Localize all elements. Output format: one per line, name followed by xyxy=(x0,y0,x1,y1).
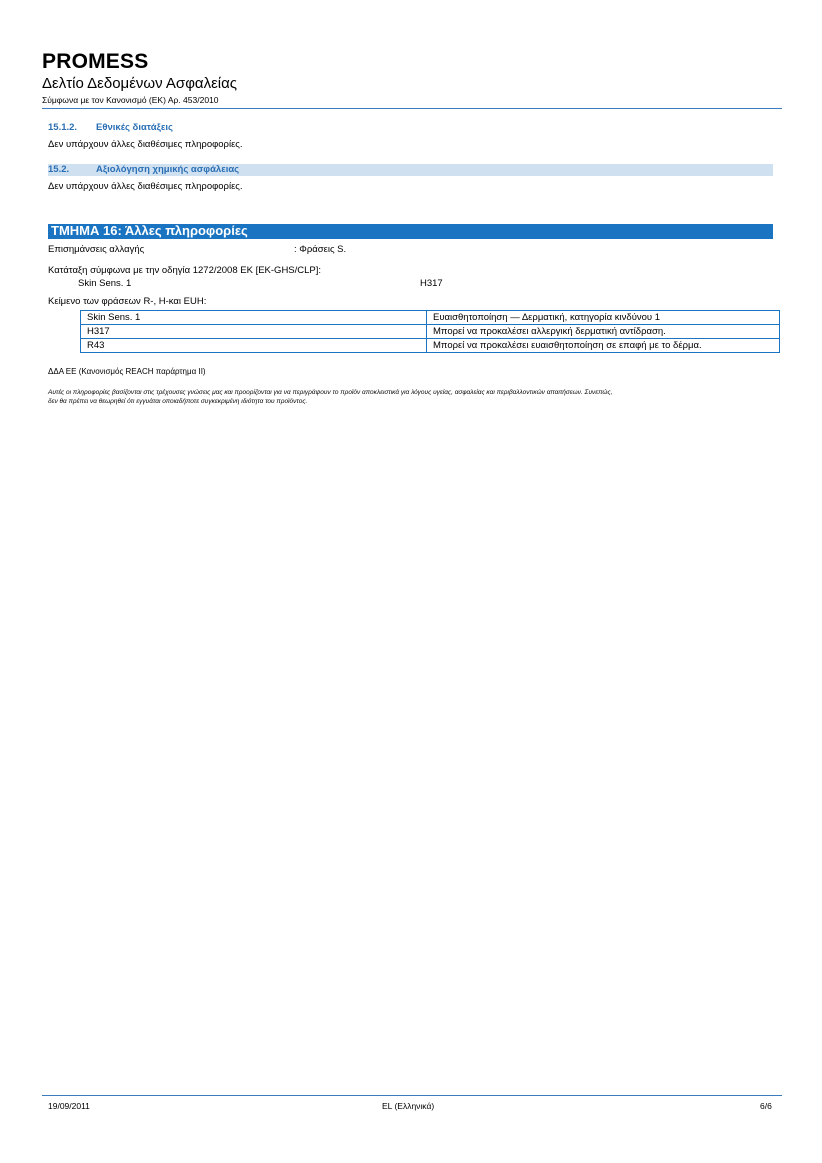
section-16-title: ΤΜΗΜΑ 16: Άλλες πληροφορίες xyxy=(51,223,248,238)
phrase-code: Skin Sens. 1 xyxy=(81,311,427,325)
phrase-code: H317 xyxy=(81,325,427,339)
disclaimer-line-2: δεν θα πρέπει να θεωρηθεί ότι εγγυάται οποιαδήποτε συγκεκριμένη ιδιότητα του προϊόντος. xyxy=(48,397,308,405)
classification-code: H317 xyxy=(420,278,443,289)
header-divider xyxy=(42,108,782,109)
phrase-code: R43 xyxy=(81,339,427,353)
phrase-text: Ευαισθητοποίηση — Δερματική, κατηγορία κινδύνου 1 xyxy=(427,311,780,325)
table-row xyxy=(81,311,780,325)
subsection-title: Αξιολόγηση χημικής ασφάλειας xyxy=(96,164,240,175)
disclaimer-line-1: Αυτές οι πληροφορίες βασίζονται στις τρέχουσες γνώσεις μας και προορίζονται για να περιγράψουν το προϊόν αποκλειστικά για λόγους υγείας, ασφαλείας και περιβαλλοντικών απαιτήσεων. Συνεπώς, xyxy=(48,389,613,396)
company-name: PROMESS xyxy=(42,50,149,73)
footer-date: 19/09/2011 xyxy=(48,1101,90,1111)
sds-note: ΔΔΑ ΕΕ (Κανονισμός REACH παράρτημα II) xyxy=(48,367,206,376)
document-title: Δελτίο Δεδομένων Ασφαλείας xyxy=(42,75,238,92)
phrases-label: Κείμενο των φράσεων R-, H-και EUH: xyxy=(48,296,207,307)
subsection-heading-15-2 xyxy=(48,164,239,175)
revision-value: : Φράσεις S. xyxy=(294,244,347,255)
classification-class: Skin Sens. 1 xyxy=(78,278,132,289)
footer-language: EL (Ελληνικά) xyxy=(382,1101,435,1111)
disclaimer xyxy=(48,389,778,406)
regulation-subtitle: Σύμφωνα με τον Κανονισμό (ΕΚ) Αρ. 453/2010 xyxy=(42,95,219,105)
revision-label: Επισημάνσεις αλλαγής xyxy=(48,244,145,255)
classification-label: Κατάταξη σύμφωνα με την οδηγία 1272/2008 ΕΚ [ΕΚ-GHS/CLP]: xyxy=(48,265,322,276)
footer-divider xyxy=(42,1095,782,1096)
table-row xyxy=(81,339,780,353)
subsection-title: Εθνικές διατάξεις xyxy=(96,122,173,133)
subsection-number: 15.2. xyxy=(48,164,70,175)
phrase-text: Μπορεί να προκαλέσει αλλεργική δερματική αντίδραση. xyxy=(427,325,780,339)
subsection-number: 15.1.2. xyxy=(48,122,78,133)
phrase-text: Μπορεί να προκαλέσει ευαισθητοποίηση σε επαφή με το δέρμα. xyxy=(427,339,780,353)
footer-page-number: 6/6 xyxy=(760,1101,772,1111)
subsection-heading-15-1-2 xyxy=(48,122,173,133)
phrases-table xyxy=(80,310,780,353)
subsection-text-15-1-2: Δεν υπάρχουν άλλες διαθέσιμες πληροφορίες. xyxy=(48,139,243,150)
table-row xyxy=(81,325,780,339)
subsection-text-15-2: Δεν υπάρχουν άλλες διαθέσιμες πληροφορίες. xyxy=(48,181,243,192)
